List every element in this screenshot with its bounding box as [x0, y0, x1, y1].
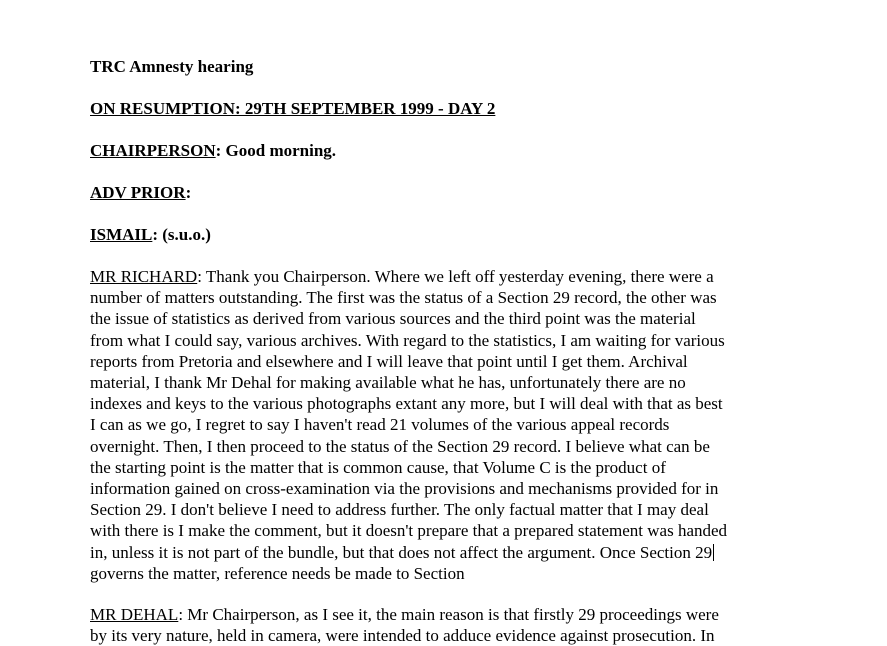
speech-text: : Good morning. — [215, 141, 337, 160]
paragraph-gap — [90, 584, 790, 604]
text-cursor — [713, 544, 714, 561]
text-line: the starting point is the matter that is common cause, that Volume C is the product of — [90, 457, 666, 477]
adv-prior-line — [90, 182, 790, 204]
text-line: information gained on cross-examination via the provisions and mechanisms provided for in — [90, 479, 719, 499]
text-line: from what I could say, various archives. With regard to the statistics, I am waiting for various — [90, 330, 725, 350]
text-line: overnight. Then, I then proceed to the status of the Section 29 record. I believe what can be — [90, 436, 710, 456]
speaker-name: MR RICHARD — [90, 267, 198, 286]
text-line: reports from Pretoria and elsewhere and I will leave that point until I get them. Archival — [90, 351, 688, 371]
text-line — [90, 542, 790, 563]
text-line: with there is I make the comment, but it doesn't prepare that a prepared statement was handed — [90, 521, 728, 541]
text-line: I can as we go, I regret to say I haven't read 21 volumes of the various appeal records — [90, 415, 670, 435]
line-text: in, unless it is not part of the bundle, but that does not affect the argument. Once Section 29 — [90, 542, 713, 562]
text-line — [90, 266, 790, 287]
text-line: number of matters outstanding. The first was the status of a Section 29 record, the other was — [90, 288, 717, 308]
text-line: by its very nature, held in camera, were intended to adduce evidence against prosecution. In — [90, 626, 715, 646]
speech-text: : — [185, 183, 192, 202]
chairperson-line — [90, 140, 790, 162]
mr-richard-paragraph[interactable] — [90, 266, 790, 584]
mr-dehal-paragraph[interactable] — [90, 604, 790, 646]
line-text: : Thank you Chairperson. Where we left off yesterday evening, there were a — [197, 267, 714, 286]
text-line: governs the matter, reference needs be made to Section — [90, 563, 465, 583]
resumption-heading: ON RESUMPTION: 29TH SEPTEMBER 1999 - DAY 2 — [90, 99, 496, 118]
text-line — [90, 604, 790, 625]
document-title: TRC Amnesty hearing — [90, 57, 254, 76]
speaker-name: MR DEHAL — [90, 605, 179, 625]
text-line: the issue of statistics as derived from various sources and the third point was the material — [90, 309, 696, 329]
text-line: material, I thank Mr Dehal for making available what he has, unfortunately there are no — [90, 373, 686, 393]
text-line: Section 29. I don't believe I need to address further. The only factual matter that I may deal — [90, 500, 709, 520]
line-text: : Mr Chairperson, as I see it, the main reason is that firstly 29 proceedings were — [178, 605, 719, 625]
ismail-line — [90, 224, 790, 246]
speech-text: : (s.u.o.) — [152, 225, 211, 244]
document-page — [90, 56, 790, 646]
speaker-name: CHAIRPERSON — [90, 141, 216, 160]
text-line: indexes and keys to the various photographs extant any more, but I will deal with that as best — [90, 394, 723, 414]
speaker-name: ADV PRIOR — [90, 183, 186, 202]
speaker-name: ISMAIL — [90, 225, 153, 244]
